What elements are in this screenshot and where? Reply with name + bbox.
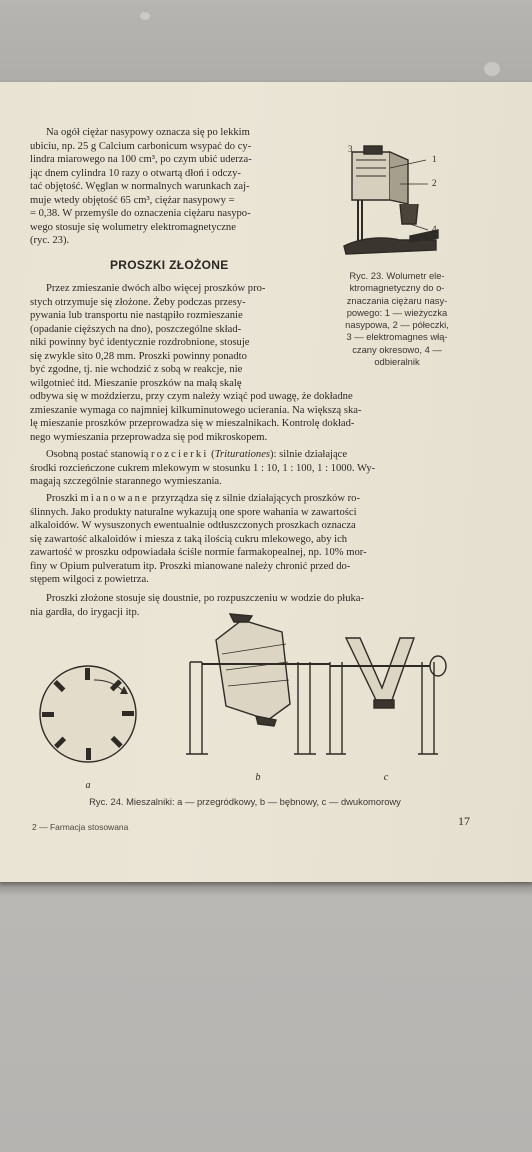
text-line: Przez zmieszanie dwóch albo więcej proszków pro-: [46, 283, 266, 294]
text-line: = 0,38. W przemyśle do oznaczenia ciężaru nasypo-: [30, 208, 251, 219]
page-number: 17: [458, 814, 470, 828]
text-line: wilgotnieć itd. Mieszanie proszków na małą skalę: [30, 377, 242, 389]
text-line: być zgodne, tj. nie wchodzić z sobą w reakcje, nie: [30, 364, 243, 375]
text-line: zawartość w proszku odpowiadała ściśle normie farmakopealnej, np. 10% mor-: [30, 547, 367, 558]
text-line: alkaloidów. W wysuszonych ewentualnie odtłuszczonych proszkach oznacza: [30, 520, 356, 531]
fig24-label-b: b: [255, 772, 261, 783]
figure-23-caption: [332, 270, 462, 368]
text-line: się zwykle sito 0,28 mm. Proszki powinny ponadto: [30, 350, 247, 362]
paragraph-bulk-density: [30, 126, 316, 248]
paragraph-mixing: [30, 282, 320, 390]
printer-signature: 2 — Farmacja stosowana: [32, 822, 129, 832]
text-line: magają szczególnie starannego wymieszania.: [30, 476, 222, 487]
cover-hole: [484, 62, 500, 76]
caption-line: nasypowa, 2 — półeczki,: [345, 319, 449, 331]
paragraph-triturations: [30, 448, 460, 489]
text-line: (ryc. 23).: [30, 235, 70, 246]
paragraph-mixing-continued: [30, 390, 460, 444]
text-line: lindra miarowego na 100 cm³, po czym ubić uderza-: [30, 154, 252, 165]
text-line: nego wymieszania przeprowadza się pod mikroskopem.: [30, 431, 268, 443]
page-shadow: [0, 882, 532, 896]
text-line: Na ogół ciężar nasypowy oznacza się po lekkim: [46, 127, 250, 138]
text-line: odbywa się w moździerzu, przy czym należy wziąć pod uwagę, że dokładne: [30, 391, 353, 402]
section-heading: PROSZKI ZŁOŻONE: [110, 258, 229, 272]
figure-24-mixers: [30, 604, 470, 790]
text-line: nia gardła, do irygacji itp.: [30, 606, 140, 618]
fig24-label-c: c: [383, 772, 389, 783]
text-line: się zawartość alkaloidów i miesza z taką ilością cukru mlekowego, aby ich: [30, 533, 348, 545]
paragraph-standardized: [30, 492, 460, 587]
term-mianowane: mianowane: [80, 493, 150, 504]
text-line: [30, 492, 460, 506]
caption-line: znaczania ciężaru nasy-: [346, 294, 448, 306]
text-line: muje wtedy objętość 65 cm³, ciężar nasypowy =: [30, 194, 235, 206]
figure-24-caption: Ryc. 24. Mieszalniki: a — przegródkowy, b — bębnowy, c — dwukomorowy: [89, 796, 401, 807]
text-run: przyrządza się z silnie działających proszków ro-: [149, 493, 360, 504]
latin-term: Triturationes: [214, 449, 271, 460]
text-line: ubiciu, np. 25 g Calcium carbonicum wsypać do cy-: [30, 140, 252, 152]
fig23-label-2: 2: [432, 178, 437, 188]
text-line: stępem wilgoci z powietrza.: [30, 574, 149, 585]
text-line: stych otrzymuje się złożone. Żeby podczas przesy-: [30, 296, 246, 308]
text-line: Osobną postać stanowią rozcierki (Triturationes): silnie działające: [46, 449, 348, 460]
fig24-label-a: a: [85, 780, 91, 790]
fig23-label-1: 1: [432, 154, 437, 164]
text-run: Osobną postać stanowią: [46, 449, 152, 460]
text-line: Proszki złożone stosuje się doustnie, po rozpuszczeniu w wodzie do płuka-: [46, 593, 365, 604]
text-line: ślinnych. Jako produkty naturalne wykazują one spore wahania w zawartości: [30, 506, 357, 518]
text-line: jąc dnem cylindra 10 razy o otwartą dłoń i odczy-: [30, 167, 241, 179]
text-line: zmieszanie wymaga co najmniej kilkuminutowego ucierania. Na większą ska-: [30, 404, 362, 416]
text-line: (opadanie cięższych na dno), poszczególne skład-: [30, 323, 242, 335]
caption-line: ktromagnetyczny do o-: [349, 282, 445, 294]
text-run: ): silnie działające: [270, 449, 348, 460]
caption-line: powego: 1 — wieżyczka: [346, 306, 448, 318]
text-line: środki rozcieńczone cukrem mlekowym w stosunku 1 : 10, 1 : 100, 1 : 1000. Wy-: [30, 462, 376, 474]
text-line: finy w Opium pulveratum itp. Proszki mianowane należy chronić przed do-: [30, 560, 351, 572]
caption-line: czany okresowo, 4 —: [352, 343, 442, 355]
cover-hole: [140, 12, 150, 20]
caption-line: 3 — elektromagnes włą-: [346, 331, 448, 343]
caption-line: Ryc. 23. Wolumetr ele-: [349, 270, 445, 281]
text-run: Proszki: [46, 493, 81, 504]
text-line: lę mieszanie proszków przeprowadza się w mieszalnikach. Kontrolę dokład-: [30, 418, 355, 429]
fig23-label-4: 4: [432, 224, 437, 234]
text-line: wego stosuje się wolumetry elektromagnetyczne: [30, 221, 236, 233]
figure-23-volumeter: [330, 138, 460, 268]
term-rozcierki: rozcierki: [151, 449, 209, 460]
text-line: pywania lub transportu nie nastąpiło rozmieszanie: [30, 310, 243, 321]
text-line: tać objętość. Węglan w normalnych warunkach zaj-: [30, 181, 250, 192]
text-line: niki powinny być identycznie rozdrobnione, stosuje: [30, 337, 250, 348]
caption-line: odbieralnik: [374, 356, 420, 368]
fig23-label-3: 3: [348, 144, 353, 154]
